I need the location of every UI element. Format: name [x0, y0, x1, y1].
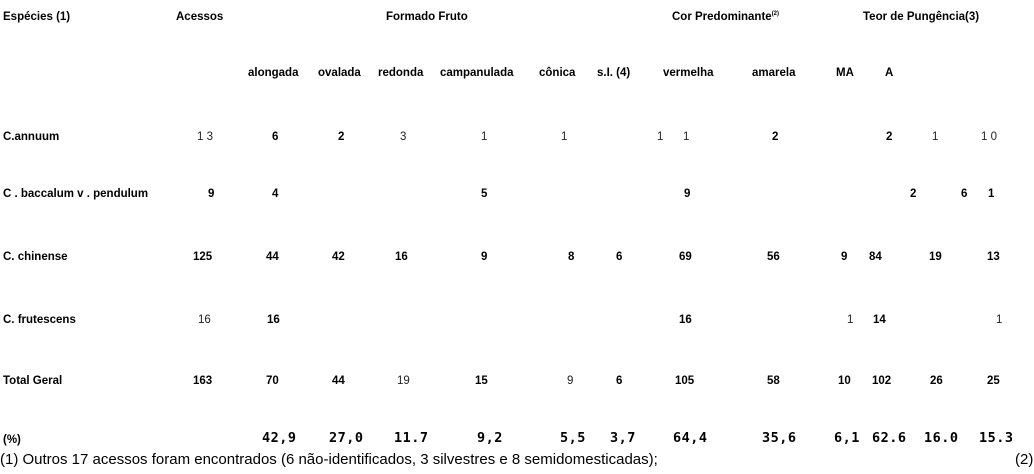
row1-conica: 1: [561, 131, 568, 143]
row4-ma: 1: [847, 314, 854, 326]
row3-amarela: 56: [767, 251, 780, 263]
percent-a: 62.6: [872, 430, 907, 446]
percent-redonda: 11.7: [394, 430, 429, 446]
sub-si: s.I. (4): [597, 67, 631, 79]
sub-redonda: redonda: [378, 67, 424, 79]
percent-ma: 6,1: [834, 430, 860, 446]
percent-conica: 5,5: [560, 430, 586, 446]
percent-campanulada: 9,2: [477, 430, 503, 446]
row1-pungencia-2: 1: [932, 131, 939, 143]
row5-ma: 10: [838, 375, 851, 387]
row4-alongada: 16: [267, 314, 280, 326]
row4-species: C. frutescens: [3, 314, 76, 326]
row4-a: 14: [873, 314, 886, 326]
footnote: (1) Outros 17 acessos foram encontrados (6 não-identificados, 3 silvestres e 8 semidomesticadas);: [0, 451, 658, 468]
footnote-next-marker: (2): [1015, 451, 1034, 468]
sub-amarela: amarela: [752, 67, 796, 79]
percent-pungencia-4: 15.3: [979, 430, 1014, 446]
header-cor-footnote-mark: (2): [771, 11, 780, 18]
row2-alongada: 4: [272, 188, 279, 200]
sub-alongada: alongada: [248, 67, 299, 79]
row1-redonda: 3: [400, 131, 407, 143]
row3-acessos: 125: [193, 251, 213, 263]
percent-alongada: 42,9: [262, 430, 297, 446]
row5-conica: 9: [567, 375, 574, 387]
row5-species: Total Geral: [3, 375, 63, 387]
row2-vermelha: 9: [684, 188, 691, 200]
sub-campanulada: campanulada: [440, 67, 514, 79]
row1-ovalada: 2: [338, 131, 345, 143]
row1-vermelha-a: 1: [657, 131, 664, 143]
row3-si: 6: [616, 251, 623, 263]
row5-pungencia-3: 26: [930, 375, 943, 387]
row3-pungencia-4: 13: [987, 251, 1000, 263]
row2-acessos: 9: [208, 188, 215, 200]
header-cor-predominante: [672, 10, 779, 24]
row5-redonda: 19: [397, 375, 410, 387]
row3-species: C. chinense: [3, 251, 68, 263]
sub-vermelha: vermelha: [663, 67, 714, 79]
row5-campanulada: 15: [475, 375, 488, 387]
percent-vermelha: 64,4: [673, 430, 708, 446]
row2-pungencia-2: 6: [961, 188, 968, 200]
row1-acessos: 1 3: [197, 131, 213, 143]
percent-label: (%): [3, 434, 21, 446]
percent-amarela: 35,6: [762, 430, 797, 446]
row5-vermelha: 105: [675, 375, 695, 387]
row3-conica: 8: [568, 251, 575, 263]
row4-pungencia-4: 1: [996, 314, 1003, 326]
row3-ovalada: 42: [332, 251, 345, 263]
row4-acessos: 16: [198, 314, 211, 326]
row3-pungencia-3: 19: [929, 251, 942, 263]
row3-redonda: 16: [395, 251, 408, 263]
row5-si: 6: [616, 375, 623, 387]
header-teor-pungencia: Teor de Pungência(3): [863, 11, 980, 23]
row2-species: C . baccalum v . pendulum: [3, 188, 149, 200]
row5-alongada: 70: [266, 375, 279, 387]
row4-vermelha: 16: [679, 314, 692, 326]
sub-ovalada: ovalada: [318, 67, 361, 79]
row1-campanulada: 1: [481, 131, 488, 143]
row3-campanulada: 9: [481, 251, 488, 263]
row3-a: 84: [869, 251, 882, 263]
row1-alongada: 6: [272, 131, 279, 143]
row1-pungencia-3: 1 0: [981, 131, 997, 143]
sub-a: A: [885, 67, 894, 79]
row5-a: 102: [872, 375, 892, 387]
row2-pungencia-1: 2: [910, 188, 917, 200]
row3-vermelha: 69: [679, 251, 692, 263]
row3-alongada: 44: [266, 251, 279, 263]
sub-ma: MA: [836, 67, 854, 79]
percent-ovalada: 27,0: [329, 430, 364, 446]
header-especies: Espécies (1): [3, 11, 71, 23]
sub-conica: cônica: [539, 67, 576, 79]
row5-acessos: 163: [193, 375, 213, 387]
row5-amarela: 58: [767, 375, 780, 387]
header-acessos: Acessos: [176, 11, 224, 23]
header-cor-label: Cor Predominante: [672, 11, 772, 23]
row1-pungencia-1: 2: [886, 131, 893, 143]
row1-amarela: 2: [772, 131, 779, 143]
row1-vermelha-b: 1: [683, 131, 690, 143]
row2-campanulada: 5: [481, 188, 488, 200]
percent-pungencia-3: 16.0: [924, 430, 959, 446]
header-formado-fruto: Formado Fruto: [386, 11, 468, 23]
row5-ovalada: 44: [332, 375, 345, 387]
row3-ma: 9: [841, 251, 848, 263]
row1-species: C.annuum: [3, 131, 60, 143]
row2-pungencia-3: 1: [988, 188, 995, 200]
row5-pungencia-4: 25: [987, 375, 1000, 387]
percent-si: 3,7: [610, 430, 636, 446]
